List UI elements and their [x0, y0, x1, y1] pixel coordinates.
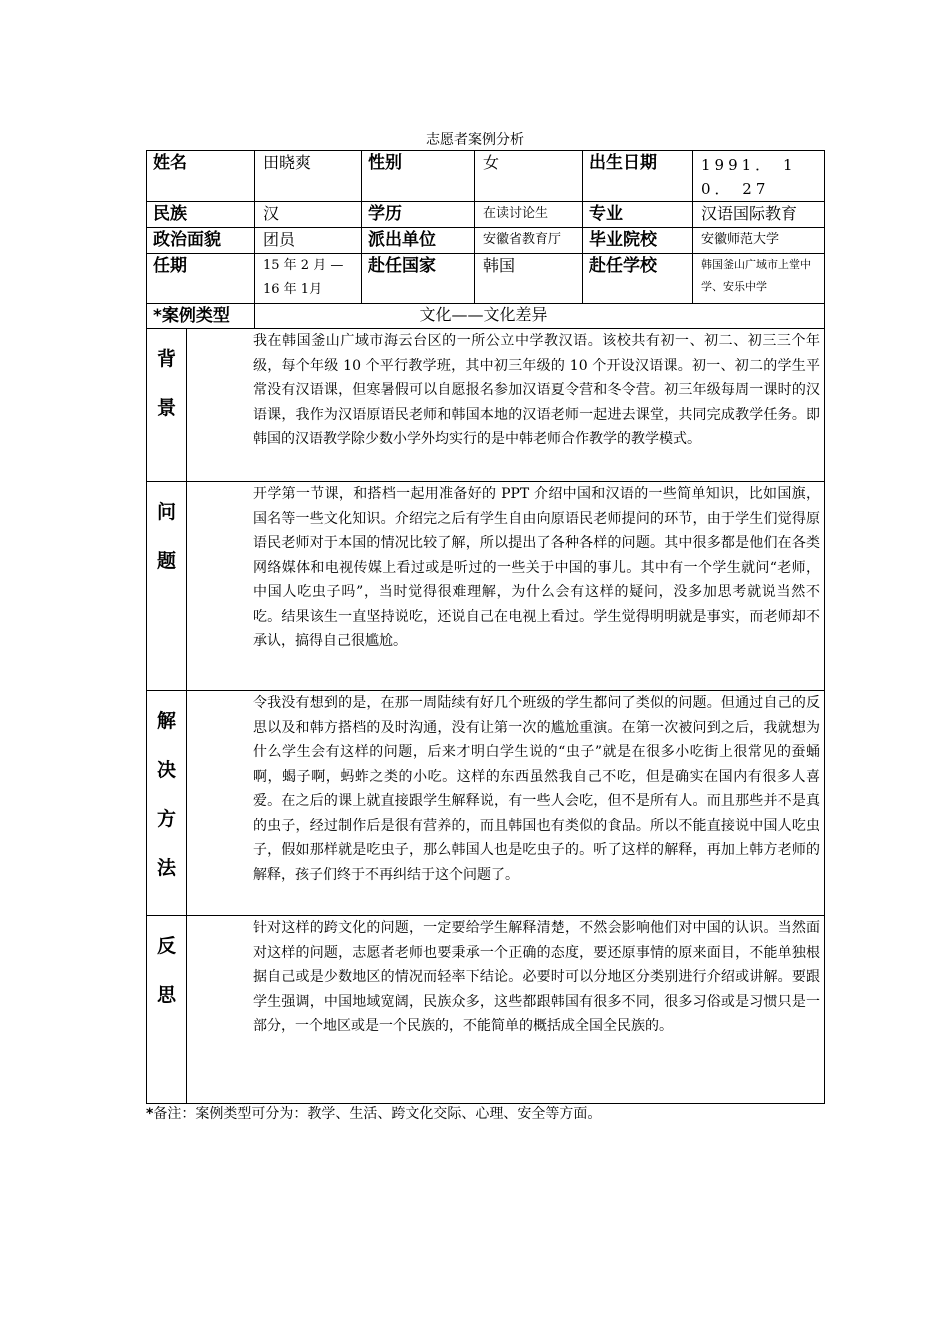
row-problem [147, 482, 825, 691]
footnote [146, 1103, 601, 1123]
footnote-text: 备注：案例类型可分为：教学、生活、跨文化交际、心理、安全等方面。 [153, 1106, 602, 1122]
row-political [147, 228, 825, 254]
case-type-label: *案例类型 [147, 304, 255, 329]
graduate-school-value: 安徽师范大学 [693, 228, 825, 254]
term-value: 15 年 2 月 — 16 年 1月 [255, 254, 362, 304]
row-solution [147, 691, 825, 916]
gender-value: 女 [475, 151, 583, 202]
sending-unit-label: 派出单位 [362, 228, 475, 254]
row-ethnicity [147, 202, 825, 228]
political-label: 政治面貌 [147, 228, 255, 254]
row-case-type [147, 304, 825, 329]
host-country-value: 韩国 [475, 254, 583, 304]
term-label: 任期 [147, 254, 255, 304]
dob-label: 出生日期 [583, 151, 693, 202]
host-school-value: 韩国釜山广域市上堂中学、安乐中学 [693, 254, 825, 304]
gender-label: 性别 [362, 151, 475, 202]
political-value: 团员 [255, 228, 362, 254]
sending-unit-value: 安徽省教育厅 [475, 228, 583, 254]
problem-heading: 问 题 [147, 482, 187, 691]
row-term [147, 254, 825, 304]
row-reflection [147, 916, 825, 1104]
host-country-label: 赴任国家 [362, 254, 475, 304]
education-label: 学历 [362, 202, 475, 228]
row-background [147, 329, 825, 482]
problem-text: 开学第一节课，和搭档一起用准备好的 PPT 介绍中国和汉语的一些简单知识，比如国旗，国名等一些文化知识。介绍完之后有学生自由向原语民老师提问的环节，由于学生们觉得原语民老师对于本国的情况比较了解，所以提出了各种各样的问题。其中很多都是他们在各类网络媒体和电视传媒上看过或是听过的一些关于中国的事儿。其中有一个学生就问“老师，中国人吃虫子吗”，当时觉得很难理解，为什么会有这样的疑问，没多加思考就说当然不吃。结果该生一直坚持说吃，还说自己在电视上看过。学生觉得明明就是事实，而老师却不承认，搞得自己很尴尬。 [187, 482, 825, 691]
education-value: 在读讨论生 [475, 202, 583, 228]
document-title: 志愿者案例分析 [426, 132, 524, 148]
case-form-table [146, 150, 825, 1104]
footnote-star: * [146, 1106, 154, 1122]
name-value: 田晓爽 [255, 151, 362, 202]
background-heading: 背 景 [147, 329, 187, 482]
dob-value: 1991． 10． 27 [693, 151, 825, 202]
row-name [147, 151, 825, 202]
case-type-value: 文化——文化差异 [255, 304, 825, 329]
solution-text: 令我没有想到的是，在那一周陆续有好几个班级的学生都问了类似的问题。但通过自己的反思以及和韩方搭档的及时沟通，没有让第一次的尴尬重演。在第一次被问到之后，我就想为什么学生会有这样的问题，后来才明白学生说的“虫子”就是在很多小吃街上很常见的蚕蛹啊，蝎子啊，蚂蚱之类的小吃。这样的东西虽然我自己不吃，但是确实在国内有很多人喜爱。在之后的课上就直接跟学生解释说，有一些人会吃，但不是所有人。而且那些并不是真的虫子，经过制作后是很有营养的，而且韩国也有类似的食品。所以不能直接说中国人吃虫子，假如那样就是吃虫子，那么韩国人也是吃虫子的。听了这样的解释，再加上韩方老师的解释，孩子们终于不再纠结于这个问题了。 [187, 691, 825, 916]
reflection-text: 针对这样的跨文化的问题，一定要给学生解释清楚，不然会影响他们对中国的认识。当然面对这样的问题，志愿者老师也要秉承一个正确的态度，要还原事情的原来面目，不能单独根据自己或是少数地区的情况而轻率下结论。必要时可以分地区分类别进行介绍或讲解。要跟学生强调，中国地域宽阔，民族众多，这些都跟韩国有很多不同，很多习俗或是习惯只是一部分，一个地区或是一个民族的，不能简单的概括成全国全民族的。 [187, 916, 825, 1104]
major-value: 汉语国际教育 [693, 202, 825, 228]
reflection-heading: 反 思 [147, 916, 187, 1104]
ethnicity-value: 汉 [255, 202, 362, 228]
background-text: 我在韩国釜山广域市海云台区的一所公立中学教汉语。该校共有初一、初二、初三三个年级，每个年级 10 个平行教学班，其中初三年级的 10 个开设汉语课。初一、初二的学生平常没有汉语课，但寒暑假可以自愿报名参加汉语夏令营和冬令营。初三年级每周一课时的汉语课，我作为汉语原语民老师和韩国本地的汉语老师一起进去课堂，共同完成教学任务。即韩国的汉语教学除少数小学外均实行的是中韩老师合作教学的教学模式。 [187, 329, 825, 482]
solution-heading: 解 决 方 法 [147, 691, 187, 916]
host-school-label: 赴任学校 [583, 254, 693, 304]
ethnicity-label: 民族 [147, 202, 255, 228]
name-label: 姓名 [147, 151, 255, 202]
major-label: 专业 [583, 202, 693, 228]
graduate-school-label: 毕业院校 [583, 228, 693, 254]
